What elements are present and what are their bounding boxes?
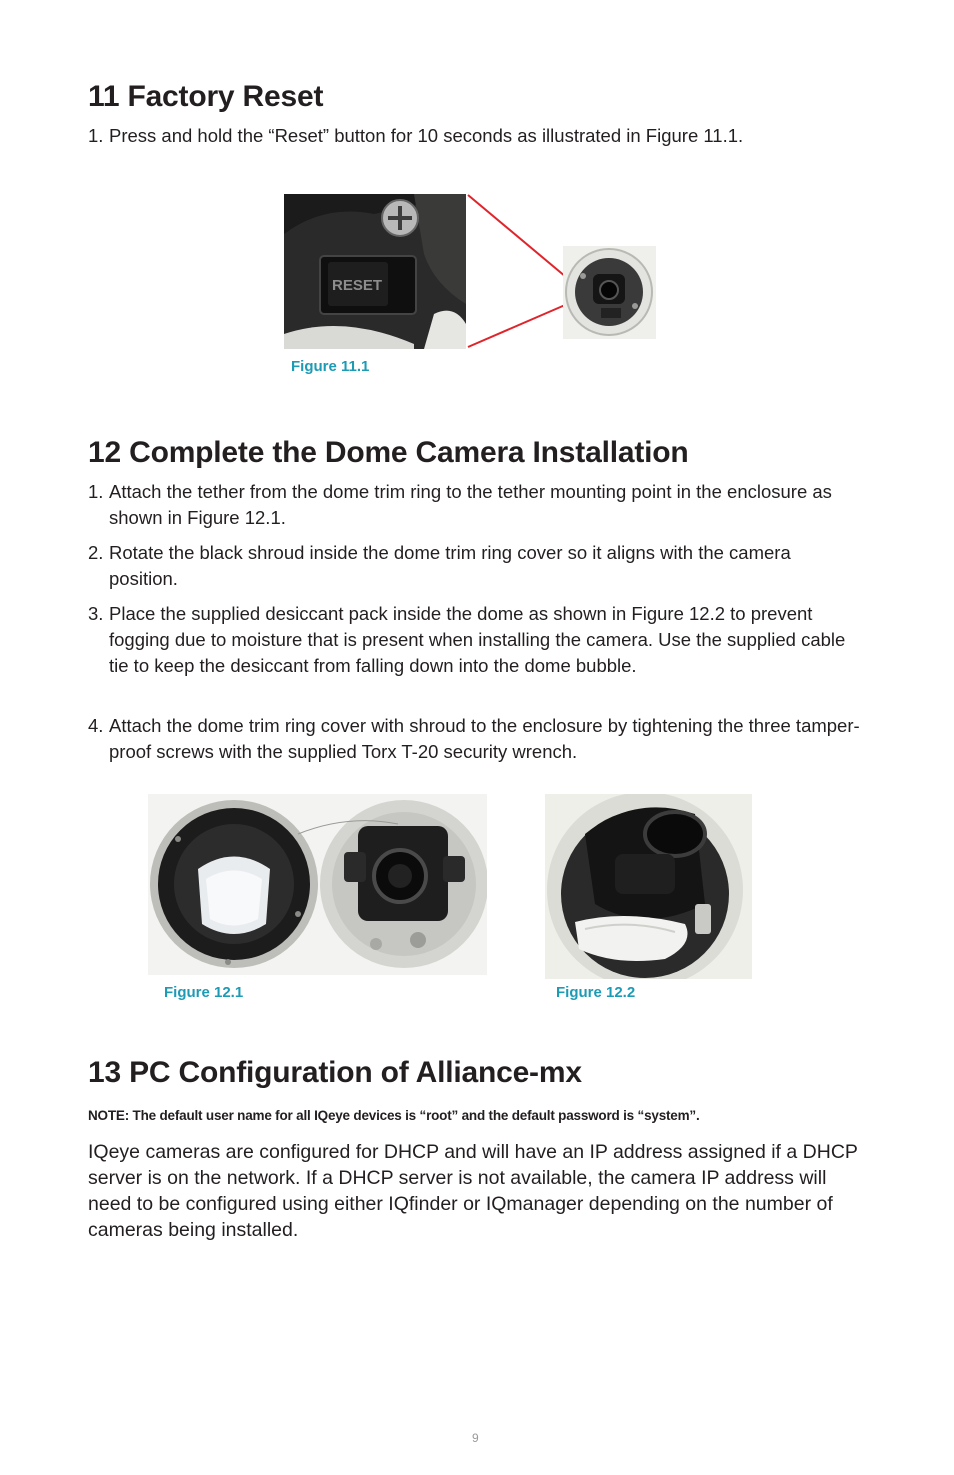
figure-11-1-caption: Figure 11.1	[291, 358, 370, 375]
figure-12-2-caption: Figure 12.2	[556, 984, 636, 1001]
section-12-step-3	[88, 601, 863, 679]
section-12-step-4	[88, 713, 873, 765]
section-12-heading: 12 Complete the Dome Camera Installation	[88, 436, 689, 469]
desiccant-pack-photo	[545, 794, 752, 979]
step-text: Attach the dome trim ring cover with shroud to the enclosure by tightening the three tamper-proof screws with the supplied Torx T-20 security wrench.	[109, 715, 860, 762]
section-11-heading: 11 Factory Reset	[88, 80, 324, 113]
figure-12-1-caption: Figure 12.1	[164, 984, 244, 1001]
section-13-body: IQeye cameras are configured for DHCP and will have an IP address assigned if a DHCP server is on the network. If a DHCP server is not available, the camera IP address will need to be configured using either IQfinder or IQmanager depending on the number of cameras being installed.	[88, 1141, 858, 1241]
figure-leader-lines	[460, 190, 580, 355]
page-number: 9	[472, 1431, 479, 1445]
reset-button-photo	[284, 194, 466, 349]
section-11-step-1	[88, 123, 888, 149]
step-text: Attach the tether from the dome trim ring to the tether mounting point in the enclosure as shown in Figure 12.1.	[109, 481, 832, 528]
step-number: 2.	[88, 542, 104, 563]
trim-ring-and-enclosure-photo	[148, 794, 487, 975]
step-number: 1.	[88, 481, 104, 502]
step-number: 4.	[88, 715, 104, 736]
step-number: 1.	[88, 125, 104, 146]
section-12-step-2	[88, 540, 863, 592]
section-12-step-1	[88, 479, 863, 531]
section-13-heading: 13 PC Configuration of Alliance-mx	[88, 1056, 582, 1089]
default-credentials-note: NOTE: The default user name for all IQeye devices is “root” and the default password is “system”.	[88, 1108, 700, 1123]
step-text: Press and hold the “Reset” button for 10 seconds as illustrated in Figure 11.1.	[109, 125, 744, 146]
step-number: 3.	[88, 603, 104, 624]
step-text: Place the supplied desiccant pack inside the dome as shown in Figure 12.2 to prevent fogging due to moisture that is present when installing the camera. Use the supplied cable tie to keep the desiccant from falling down into the dome bubble.	[109, 603, 846, 676]
step-text: Rotate the black shroud inside the dome trim ring cover so it aligns with the camera position.	[109, 542, 791, 589]
dome-overview-photo	[563, 246, 656, 339]
reset-label: RESET	[332, 277, 383, 294]
